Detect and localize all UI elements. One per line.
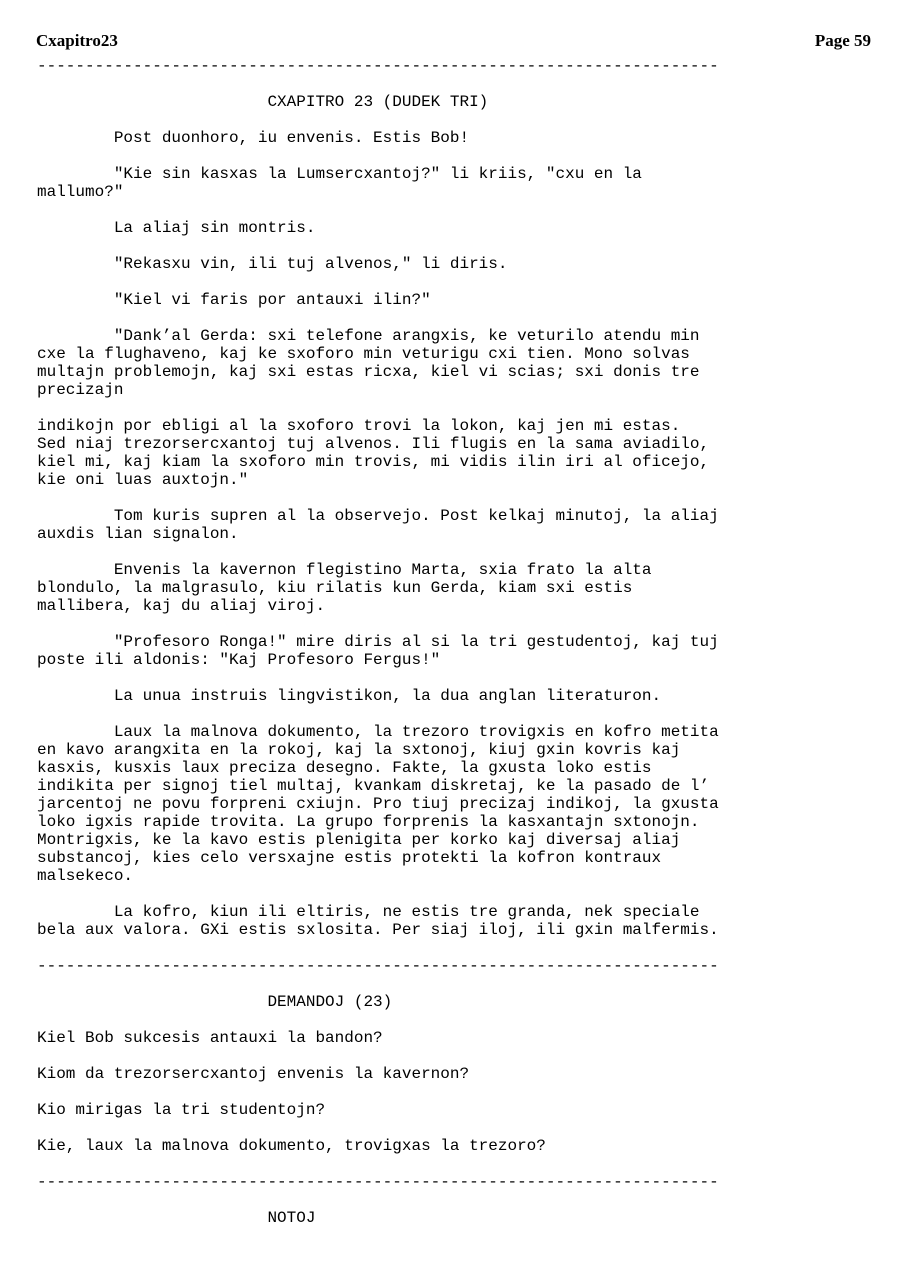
text-line: [37, 111, 897, 129]
text-line: [37, 543, 897, 561]
text-line: "Kiel vi faris por antauxi ilin?": [37, 291, 431, 309]
text-line: [37, 1011, 897, 1029]
text-line: multajn problemojn, kaj sxi estas ricxa, kiel vi scias; sxi donis tre: [37, 363, 700, 381]
text-line: [37, 939, 897, 957]
text-line: [37, 669, 897, 687]
text-line: [37, 615, 897, 633]
text-line: Envenis la kavernon flegistino Marta, sxia frato la alta: [37, 561, 652, 579]
text-line: [37, 237, 897, 255]
text-line: DEMANDOJ (23): [37, 993, 393, 1011]
text-line: [37, 309, 897, 327]
text-line: La unua instruis lingvistikon, la dua anglan literaturon.: [37, 687, 662, 705]
text-line: kiel mi, kaj kiam la sxoforo min trovis, mi vidis ilin iri al oficejo,: [37, 453, 710, 471]
text-line: -----------------------------------------------------------------------: [37, 1173, 719, 1191]
text-line: "Dank’al Gerda: sxi telefone arangxis, ke veturilo atendu min: [37, 327, 700, 345]
text-line: Tom kuris supren al la observejo. Post kelkaj minutoj, la aliaj: [37, 507, 719, 525]
text-line: bela aux valora. GXi estis sxlosita. Per siaj iloj, ili gxin malfermis.: [37, 921, 719, 939]
running-header: [36, 31, 871, 53]
text-line: [37, 1155, 897, 1173]
text-line: en kavo arangxita en la rokoj, kaj la sxtonoj, kiuj gxin kovris kaj: [37, 741, 681, 759]
text-line: [37, 489, 897, 507]
text-line: jarcentoj ne povu forpreni cxiujn. Pro tiuj precizaj indikoj, la gxusta: [37, 795, 719, 813]
text-line: La kofro, kiun ili eltiris, ne estis tre granda, nek speciale: [37, 903, 700, 921]
text-line: mallibera, kaj du aliaj viroj.: [37, 597, 326, 615]
text-line: [37, 1191, 897, 1209]
chapter-header: Cxapitro23: [36, 31, 118, 50]
text-line: blondulo, la malgrasulo, kiu rilatis kun Gerda, kiam sxi estis: [37, 579, 633, 597]
text-line: Kiel Bob sukcesis antauxi la bandon?: [37, 1029, 383, 1047]
text-line: -----------------------------------------------------------------------: [37, 57, 719, 75]
text-line: Kie, laux la malnova dokumento, trovigxas la trezoro?: [37, 1137, 546, 1155]
text-line: Montrigxis, ke la kavo estis plenigita per korko kaj diversaj aliaj: [37, 831, 681, 849]
text-line: mallumo?": [37, 183, 124, 201]
text-line: [37, 1083, 897, 1101]
text-line: [37, 273, 897, 291]
text-line: [37, 1047, 897, 1065]
text-line: cxe la flughaveno, kaj ke sxoforo min veturigu cxi tien. Mono solvas: [37, 345, 690, 363]
text-line: La aliaj sin montris.: [37, 219, 316, 237]
text-line: Laux la malnova dokumento, la trezoro trovigxis en kofro metita: [37, 723, 719, 741]
text-line: kie oni luas auxtojn.": [37, 471, 249, 489]
text-line: "Profesoro Ronga!" mire diris al si la tri gestudentoj, kaj tuj: [37, 633, 719, 651]
page-number: Page 59: [814, 31, 871, 50]
text-line: substancoj, kies celo versxajne estis protekti la kofron kontraux: [37, 849, 662, 867]
text-line: "Kie sin kasxas la Lumsercxantoj?" li kriis, "cxu en la: [37, 165, 642, 183]
text-line: malsekeco.: [37, 867, 134, 885]
text-line: NOTOJ: [37, 1209, 316, 1227]
text-line: Post duonhoro, iu envenis. Estis Bob!: [37, 129, 470, 147]
body-text: [37, 57, 897, 1227]
text-line: poste ili aldonis: "Kaj Profesoro Fergus!": [37, 651, 441, 669]
text-line: auxdis lian signalon.: [37, 525, 239, 543]
text-line: "Rekasxu vin, ili tuj alvenos," li diris.: [37, 255, 508, 273]
text-line: precizajn: [37, 381, 124, 399]
text-line: indikojn por ebligi al la sxoforo trovi la lokon, kaj jen mi estas.: [37, 417, 681, 435]
text-line: CXAPITRO 23 (DUDEK TRI): [37, 93, 489, 111]
text-line: [37, 1119, 897, 1137]
text-line: [37, 75, 897, 93]
text-line: Kiom da trezorsercxantoj envenis la kavernon?: [37, 1065, 470, 1083]
text-line: [37, 705, 897, 723]
text-line: [37, 975, 897, 993]
text-line: -----------------------------------------------------------------------: [37, 957, 719, 975]
text-line: Sed niaj trezorsercxantoj tuj alvenos. Ili flugis en la sama aviadilo,: [37, 435, 710, 453]
text-line: [37, 147, 897, 165]
text-line: Kio mirigas la tri studentojn?: [37, 1101, 326, 1119]
text-line: indikita per signoj tiel multaj, kvankam diskretaj, ke la pasado de l’: [37, 777, 710, 795]
text-line: [37, 885, 897, 903]
text-line: kasxis, kusxis laux preciza desegno. Fakte, la gxusta loko estis: [37, 759, 652, 777]
text-line: loko igxis rapide trovita. La grupo forprenis la kasxantajn sxtonojn.: [37, 813, 700, 831]
text-line: [37, 399, 897, 417]
text-line: [37, 201, 897, 219]
